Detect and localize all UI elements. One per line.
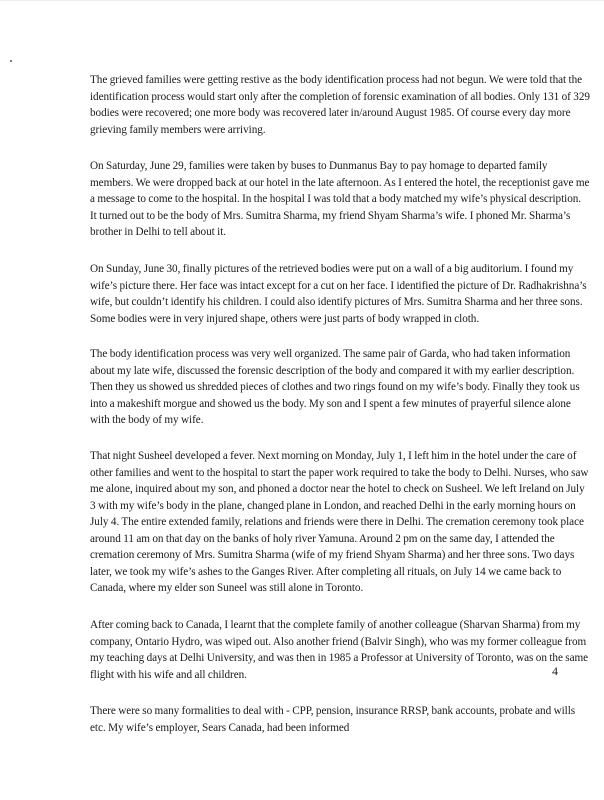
paragraph-3: On Sunday, June 30, finally pictures of the retrieved bodies were put on a wall of a big auditorium. I found my wife’s picture there. Her face was intact except for a cut on her face. I identified the picture of Dr. Radhakrishna’s wife, but couldn’t identify his children. I could also identify pictures of Mrs. Sumitra Sharma and her three sons. Some bodies were in very injured shape, others were just parts of body wrapped in cloth. bbox=[90, 263, 587, 325]
paragraph-1: The grieved families were getting restive as the body identification process had not begun. We were told that the identification process would start only after the completion of forensic examination of all bodies. Only 131 of 329 bodies were recovered; one more body was recovered later in/around August 1985. Of course every day more grieving family members were arriving. bbox=[90, 74, 590, 136]
scan-speck bbox=[10, 60, 12, 62]
scan-edge bbox=[0, 0, 604, 1]
paragraph-6: After coming back to Canada, I learnt that the complete family of another colleague (Sharvan Sharma) from my company, Ontario Hydro, was wiped out. Also another friend (Balvir Singh), who was my former colleague from my teaching days at Delhi University, and was then in 1985 a Professor at University of Toronto, was on the same flight with his wife and all children. bbox=[90, 619, 589, 681]
page-number: 4 bbox=[552, 664, 558, 678]
paragraph-4: The body identification process was very well organized. The same pair of Garda, who had taken information about my late wife, discussed the forensic description of the body and compared it with my earlier description. Then they us showed us shredded pieces of clothes and two rings found on my wife’s body. Finally they took us into a makeshift morgue and showed us the body. My son and I spent a few minutes of prayerful silence alone with the body of my wife. bbox=[90, 348, 580, 426]
paragraph-5: That night Susheel developed a fever. Next morning on Monday, July 1, I left him in the hotel under the care of other families and went to the hospital to start the paper work required to take the body to Delhi. Nurses, who saw me alone, inquired about my son, and phoned a doctor near the hotel to check on Susheel. We left Ireland on July 3 with my wife’s body in the plane, changed plane in London, and reached Delhi in the early morning hours on July 4. The entire extended family, relations and friends were there in Delhi. The cremation ceremony took place around 11 am on that day on the banks of holy river Yamuna. Around 2 pm on the same day, I attended the cremation ceremony of Mrs. Sumitra Sharma (wife of my friend Shyam Sharma) and her three sons. Two days later, we took my wife’s ashes to the Ganges River. After completing all rituals, on July 14 we came back to Canada, where my elder son Suneel was still alone in Toronto. bbox=[90, 450, 589, 594]
paragraph-7: There were so many formalities to deal with - CPP, pension, insurance RRSP, bank accounts, probate and wills etc. My wife’s employer, Sears Canada, had been informed bbox=[90, 705, 576, 734]
paragraph-2: On Saturday, June 29, families were taken by buses to Dunmanus Bay to pay homage to departed family members. We were dropped back at our hotel in the late afternoon. As I entered the hotel, the receptionist gave me a message to come to the hospital. In the hospital I was told that a body matched my wife’s physical description. It turned out to be the body of Mrs. Sumitra Sharma, my friend Shyam Sharma’s wife. I phoned Mr. Sharma’s brother in Delhi to tell about it. bbox=[90, 160, 590, 238]
